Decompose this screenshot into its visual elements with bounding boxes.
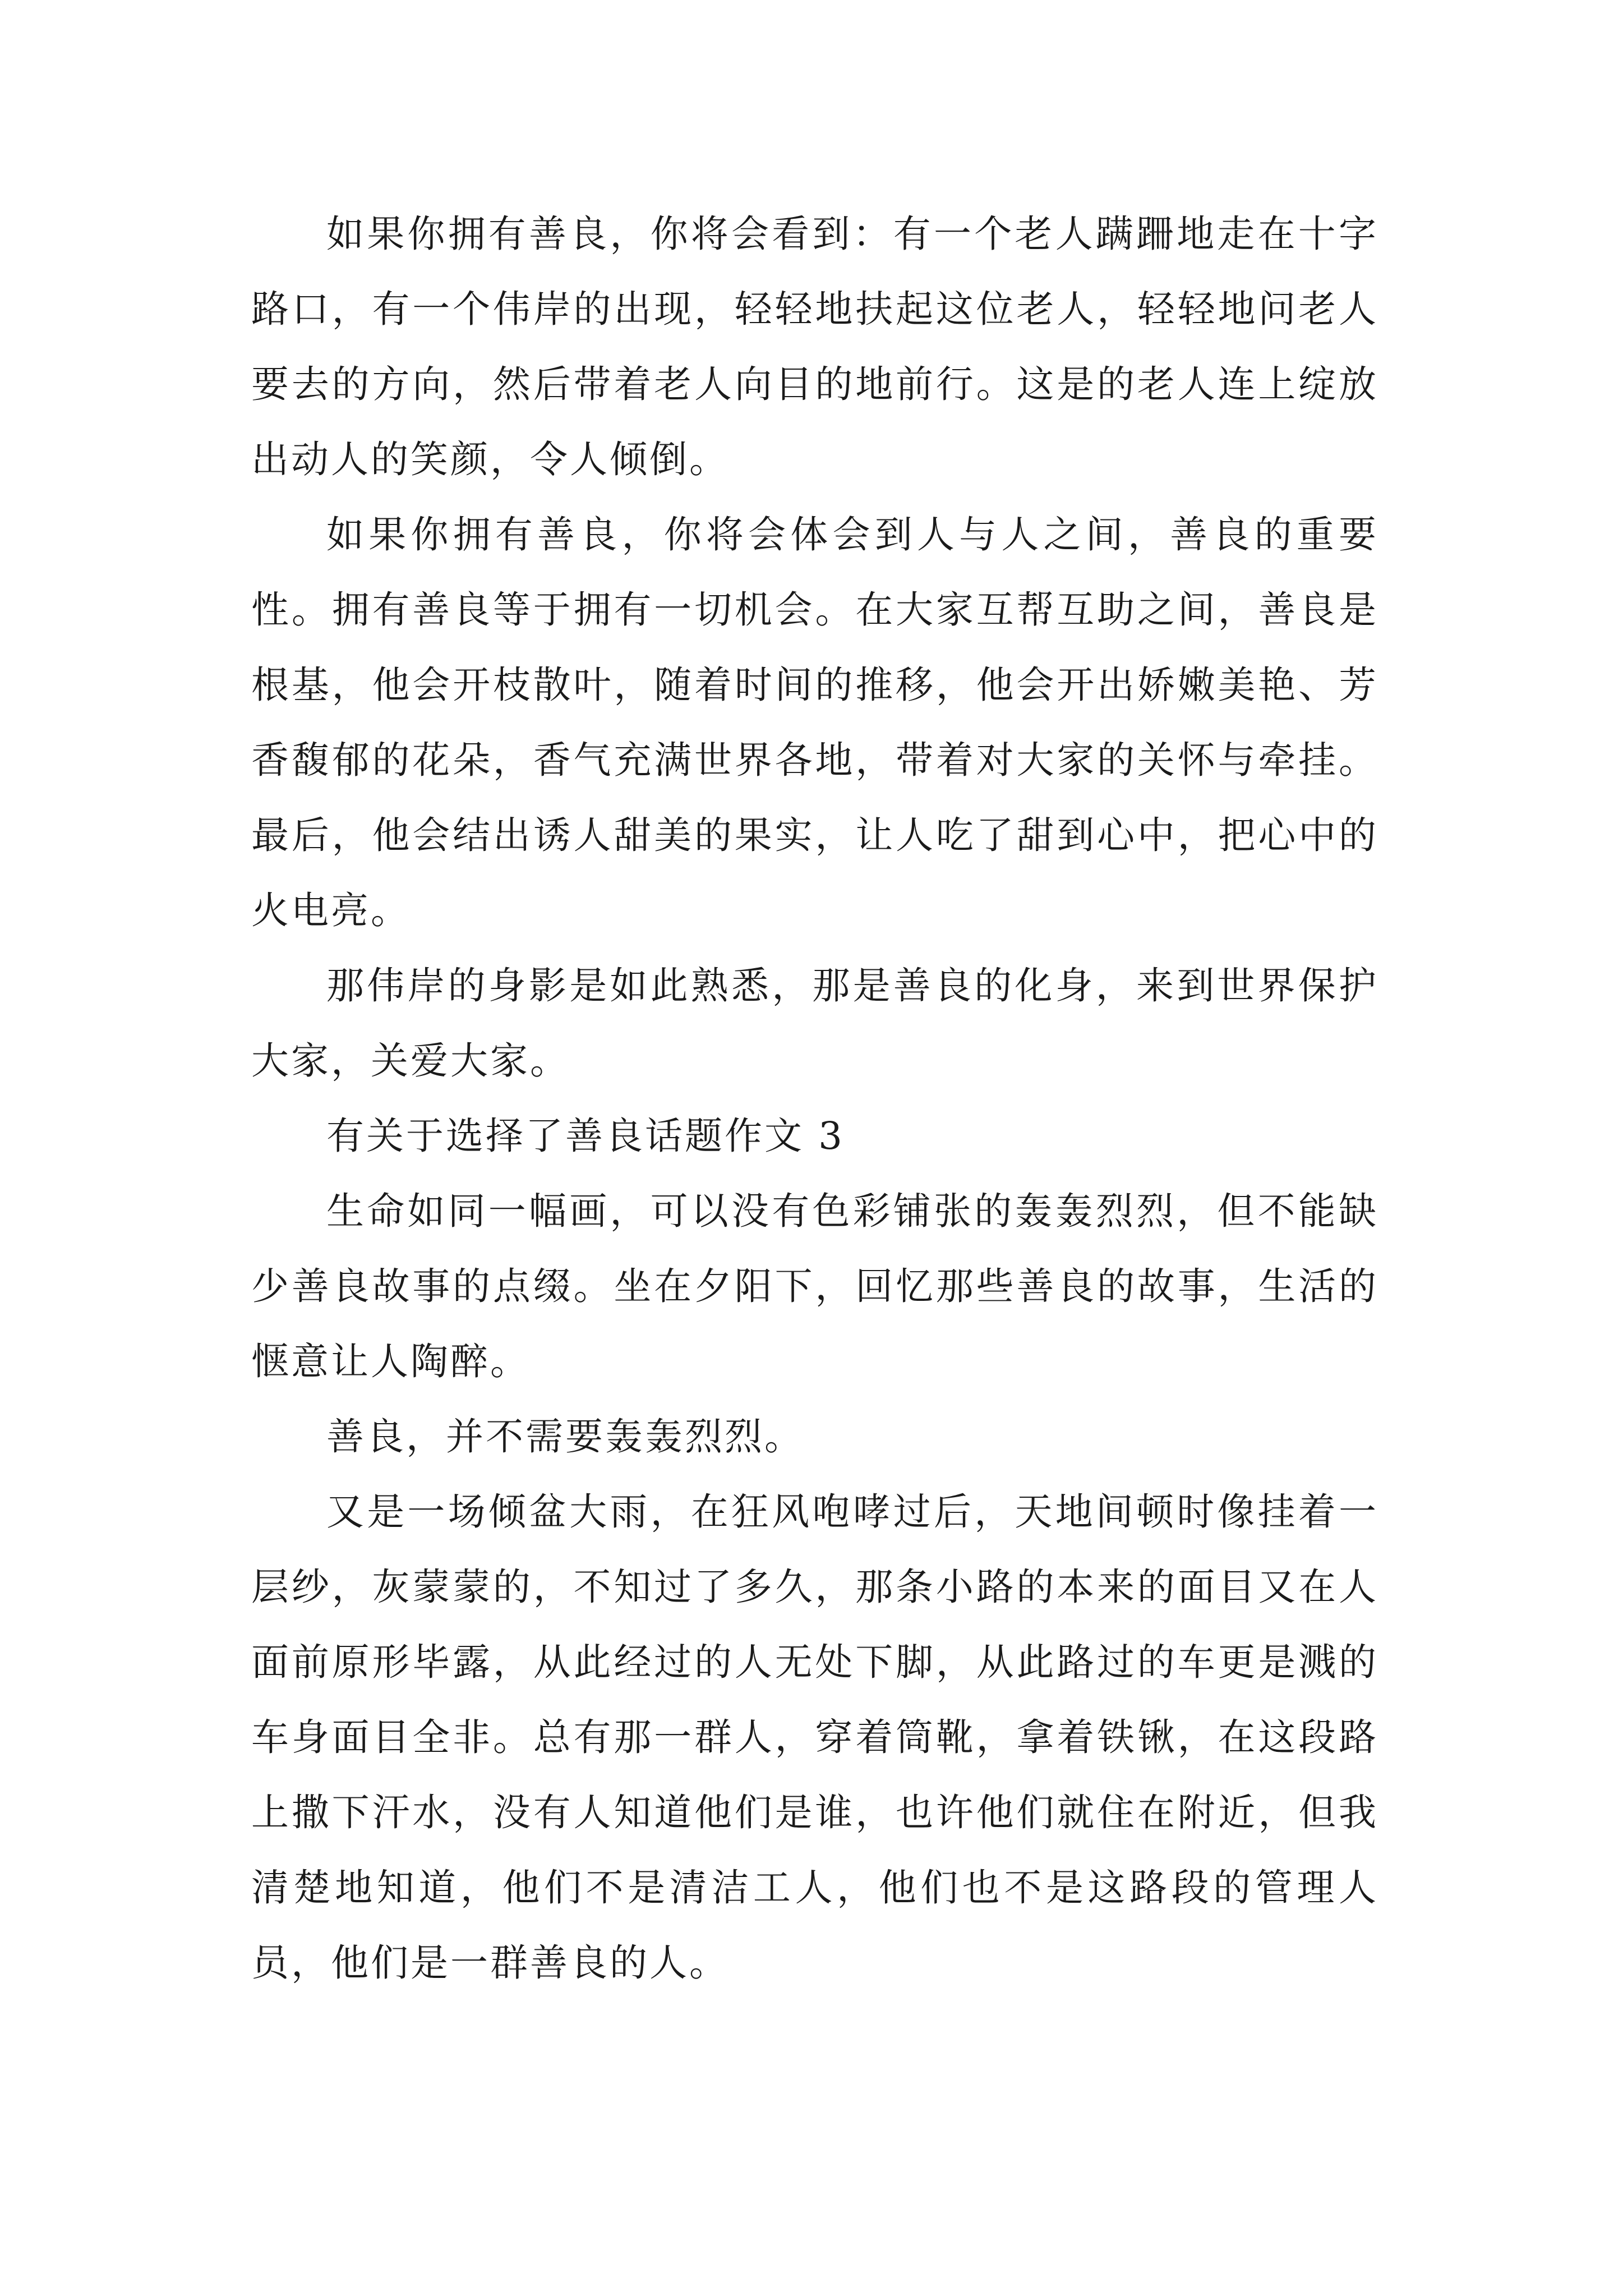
paragraph-6: 又是一场倾盆大雨，在狂风咆哮过后，天地间顿时像挂着一层纱，灰蒙蒙的，不知过了多久，那条小路的本来的面目又在人面前原形毕露，从此经过的人无处下脚，从此路过的车更是溅的车身面目全非。总有那一群人，穿着筒靴，拿着铁锹，在这段路上撒下汗水，没有人知道他们是谁，也许他们就住在附近，但我清楚地知道，他们不是清洁工人，他们也不是这路段的管理人员，他们是一群善良的人。	[251, 1490, 1378, 1985]
paragraph-3: 那伟岸的身影是如此熟悉，那是善良的化身，来到世界保护大家，关爱大家。	[251, 964, 1378, 1083]
document-body	[251, 196, 1378, 2000]
paragraph-1: 如果你拥有善良，你将会看到：有一个老人蹒跚地走在十字路口，有一个伟岸的出现，轻轻地扶起这位老人，轻轻地问老人要去的方向，然后带着老人向目的地前行。这是的老人连上绽放出动人的笑颜，令人倾倒。	[251, 212, 1378, 481]
paragraph-4: 生命如同一幅画，可以没有色彩铺张的轰轰烈烈，但不能缺少善良故事的点缀。坐在夕阳下，回忆那些善良的故事，生活的惬意让人陶醉。	[251, 1189, 1378, 1383]
paragraph-2: 如果你拥有善良，你将会体会到人与人之间，善良的重要性。拥有善良等于拥有一切机会。在大家互帮互助之间，善良是根基，他会开枝散叶，随着时间的推移，他会开出娇嫩美艳、芳香馥郁的花朵，香气充满世界各地，带着对大家的关怀与牵挂。最后，他会结出诱人甜美的果实，让人吃了甜到心中，把心中的火电亮。	[251, 513, 1378, 932]
paragraph-5: 善良，并不需要轰轰烈烈。	[326, 1415, 804, 1458]
section-heading: 有关于选择了善良话题作文 3	[326, 1114, 845, 1158]
